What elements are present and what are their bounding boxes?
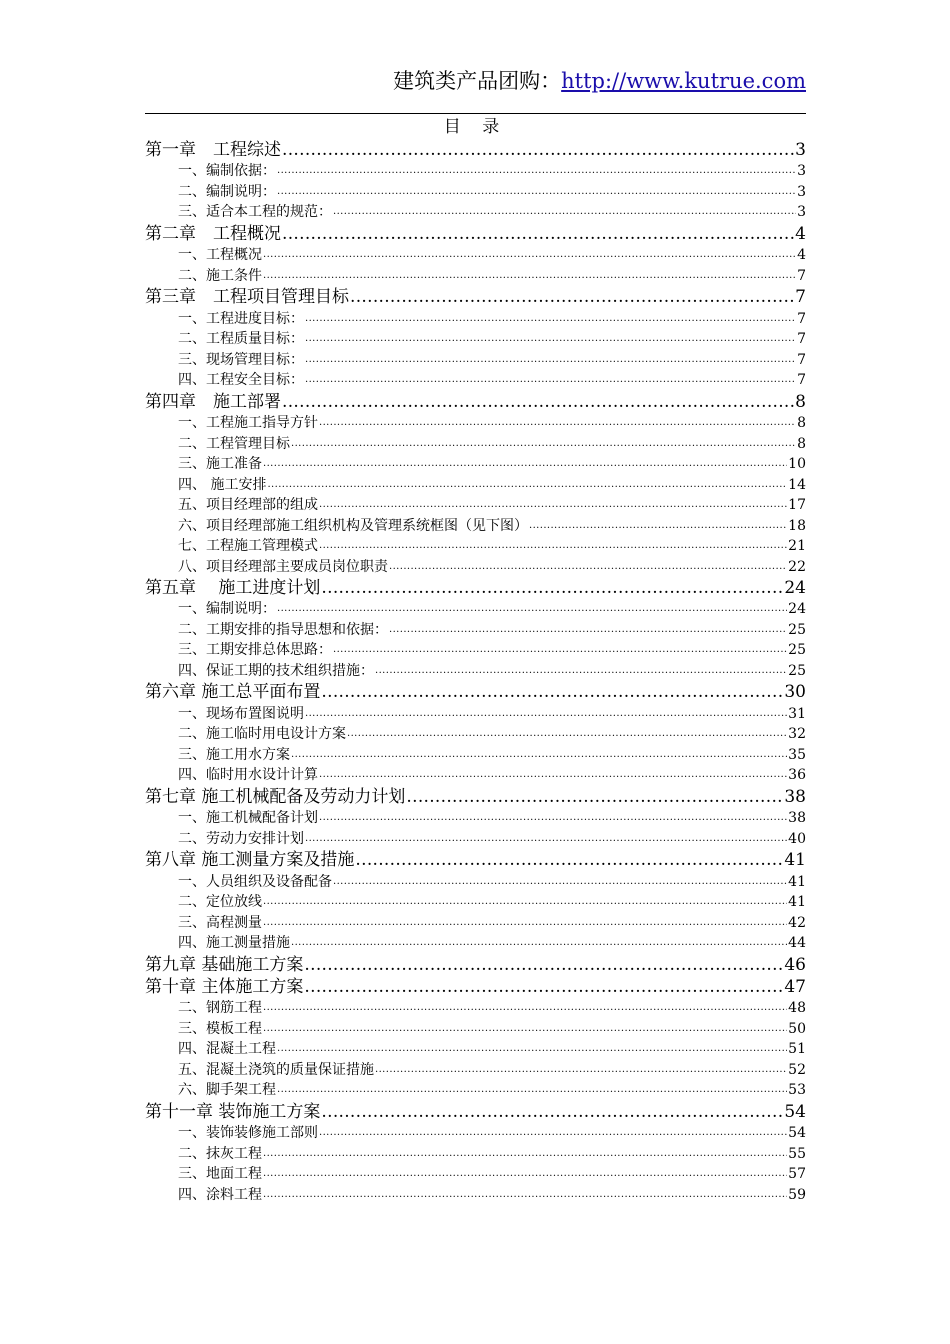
toc-entry-label: 七、工程施工管理模式 — [178, 538, 318, 555]
toc-entry-label: 第十一章 装饰施工方案 — [145, 1101, 321, 1122]
toc-section-entry[interactable] — [145, 434, 806, 455]
toc-entry-page: 17 — [788, 497, 806, 514]
toc-section-entry[interactable] — [145, 620, 806, 641]
toc-entry-label: 二、工程管理目标 — [178, 435, 290, 452]
toc-leader-dots — [277, 161, 796, 182]
toc-leader-dots — [389, 557, 787, 578]
toc-section-entry[interactable] — [145, 661, 806, 682]
toc-entry-page: 25 — [788, 642, 806, 659]
toc-chapter-entry[interactable] — [145, 786, 806, 808]
toc-entry-page: 48 — [788, 1000, 806, 1017]
toc-entry-page: 25 — [788, 662, 806, 679]
toc-entry-label: 一、工程施工指导方针 — [178, 415, 318, 432]
toc-entry-page: 38 — [788, 810, 806, 827]
toc-entry-label: 三、现场管理目标： — [178, 351, 304, 368]
toc-chapter-entry[interactable] — [145, 391, 806, 413]
toc-entry-label: 三、模板工程 — [178, 1020, 262, 1037]
toc-entry-label: 第八章 施工测量方案及措施 — [145, 850, 355, 871]
toc-entry-page: 7 — [797, 331, 806, 348]
toc-entry-page: 7 — [797, 351, 806, 368]
toc-leader-dots — [282, 223, 794, 245]
toc-leader-dots — [282, 391, 794, 413]
toc-entry-page: 21 — [788, 538, 806, 555]
toc-entry-page: 30 — [784, 682, 806, 703]
toc-entry-label: 第五章 施工进度计划 — [145, 578, 321, 599]
toc-section-entry[interactable] — [145, 475, 806, 496]
toc-leader-dots — [263, 454, 787, 475]
toc-section-entry[interactable] — [145, 724, 806, 745]
toc-entry-page: 3 — [797, 183, 806, 200]
toc-entry-label: 一、现场布置图说明 — [178, 705, 304, 722]
toc-section-entry[interactable] — [145, 1144, 806, 1165]
toc-entry-page: 38 — [784, 786, 806, 807]
toc-section-entry[interactable] — [145, 704, 806, 725]
toc-leader-dots — [375, 661, 787, 682]
toc-entry-page: 51 — [788, 1041, 806, 1058]
toc-entry-label: 四、混凝土工程 — [178, 1041, 276, 1058]
toc-section-entry[interactable] — [145, 1123, 806, 1144]
toc-entry-page: 35 — [788, 746, 806, 763]
toc-entry-label: 三、施工用水方案 — [178, 746, 290, 763]
toc-entry-label: 一、装饰装修施工部则 — [178, 1125, 318, 1142]
toc-section-entry[interactable] — [145, 454, 806, 475]
toc-entry-page: 8 — [797, 415, 806, 432]
toc-leader-dots — [291, 933, 787, 954]
toc-section-entry[interactable] — [145, 329, 806, 350]
table-of-contents — [145, 139, 806, 1205]
toc-chapter-entry[interactable] — [145, 286, 806, 308]
toc-entry-label: 四、工程安全目标： — [178, 372, 304, 389]
toc-section-entry[interactable] — [145, 1039, 806, 1060]
toc-entry-page: 52 — [788, 1061, 806, 1078]
toc-entry-label: 四、保证工期的技术组织措施： — [178, 662, 374, 679]
toc-entry-page: 7 — [797, 267, 806, 284]
toc-section-entry[interactable] — [145, 829, 806, 850]
toc-entry-label: 四、涂料工程 — [178, 1186, 262, 1203]
toc-entry-page: 54 — [784, 1101, 806, 1122]
toc-entry-page: 18 — [788, 517, 806, 534]
toc-entry-page: 40 — [788, 830, 806, 847]
toc-section-entry[interactable] — [145, 1164, 806, 1185]
toc-entry-label: 第七章 施工机械配备及劳动力计划 — [145, 786, 406, 807]
toc-leader-dots — [263, 892, 787, 913]
toc-section-entry[interactable] — [145, 536, 806, 557]
toc-entry-page: 8 — [795, 391, 806, 412]
toc-entry-page: 10 — [788, 456, 806, 473]
toc-entry-page: 8 — [797, 435, 806, 452]
toc-leader-dots — [406, 786, 783, 808]
toc-leader-dots — [277, 599, 787, 620]
header-link[interactable]: http://www.kutrue.com — [561, 69, 806, 93]
toc-entry-page: 22 — [788, 558, 806, 575]
toc-entry-page: 31 — [788, 705, 806, 722]
toc-section-entry[interactable] — [145, 872, 806, 893]
toc-section-entry[interactable] — [145, 182, 806, 203]
toc-leader-dots — [263, 1164, 787, 1185]
toc-leader-dots — [375, 1060, 787, 1081]
toc-entry-page: 53 — [788, 1082, 806, 1099]
toc-entry-label: 二、抹灰工程 — [178, 1145, 262, 1162]
toc-entry-label: 一、编制依据： — [178, 163, 276, 180]
toc-entry-label: 三、地面工程 — [178, 1166, 262, 1183]
toc-entry-label: 六、脚手架工程 — [178, 1082, 276, 1099]
toc-leader-dots — [263, 913, 787, 934]
toc-leader-dots — [305, 704, 787, 725]
toc-entry-label: 五、项目经理部的组成 — [178, 497, 318, 514]
toc-section-entry[interactable] — [145, 1080, 806, 1101]
toc-leader-dots — [305, 350, 796, 371]
toc-entry-label: 三、施工准备 — [178, 456, 262, 473]
toc-section-entry[interactable] — [145, 808, 806, 829]
toc-section-entry[interactable] — [145, 599, 806, 620]
toc-entry-page: 59 — [788, 1186, 806, 1203]
toc-chapter-entry[interactable] — [145, 849, 806, 871]
toc-leader-dots — [263, 1144, 787, 1165]
toc-entry-label: 第三章 工程项目管理目标 — [145, 287, 349, 308]
toc-entry-page: 47 — [784, 977, 806, 997]
page-header — [145, 66, 806, 96]
toc-entry-page: 41 — [784, 850, 806, 871]
toc-entry-label: 第四章 施工部署 — [145, 391, 281, 412]
toc-entry-page: 14 — [788, 476, 806, 493]
toc-chapter-entry[interactable] — [145, 223, 806, 245]
toc-leader-dots — [282, 139, 794, 161]
toc-entry-label: 二、工期安排的指导思想和依据： — [178, 621, 388, 638]
toc-title: 目 录 — [443, 117, 508, 137]
toc-chapter-entry[interactable] — [145, 1101, 806, 1123]
toc-section-entry[interactable] — [145, 413, 806, 434]
toc-entry-label: 二、钢筋工程 — [178, 1000, 262, 1017]
toc-leader-dots — [263, 245, 796, 266]
toc-section-entry[interactable] — [145, 370, 806, 391]
toc-leader-dots — [355, 849, 783, 871]
toc-entry-page: 3 — [797, 204, 806, 221]
toc-leader-dots — [389, 620, 787, 641]
toc-entry-label: 二、定位放线 — [178, 894, 262, 911]
toc-section-entry[interactable] — [145, 913, 806, 934]
toc-leader-dots — [350, 286, 794, 308]
toc-entry-page: 57 — [788, 1166, 806, 1183]
toc-leader-dots — [305, 370, 796, 391]
toc-leader-dots — [304, 954, 783, 976]
toc-leader-dots — [333, 640, 787, 661]
toc-entry-page: 41 — [788, 873, 806, 890]
toc-entry-page: 42 — [788, 914, 806, 931]
toc-entry-page: 44 — [788, 935, 806, 952]
toc-leader-dots — [319, 536, 787, 557]
toc-entry-label: 第二章 工程概况 — [145, 223, 281, 244]
toc-section-entry[interactable] — [145, 998, 806, 1019]
toc-leader-dots — [277, 1080, 787, 1101]
toc-leader-dots — [347, 724, 787, 745]
toc-leader-dots — [319, 495, 787, 516]
toc-leader-dots — [319, 1123, 787, 1144]
toc-entry-page: 25 — [788, 621, 806, 638]
toc-section-entry[interactable] — [145, 516, 806, 537]
toc-section-entry[interactable] — [145, 495, 806, 516]
toc-leader-dots — [319, 808, 787, 829]
toc-chapter-entry[interactable] — [145, 976, 806, 998]
toc-chapter-entry[interactable] — [145, 139, 806, 161]
toc-leader-dots — [277, 182, 796, 203]
toc-entry-label: 三、高程测量 — [178, 914, 262, 931]
toc-leader-dots — [291, 745, 787, 766]
toc-entry-label: 一、工程概况 — [178, 247, 262, 264]
toc-entry-label: 三、工期安排总体思路： — [178, 642, 332, 659]
toc-chapter-entry[interactable] — [145, 577, 806, 599]
toc-entry-page: 41 — [788, 894, 806, 911]
toc-entry-label: 六、项目经理部施工组织机构及管理系统框图（见下图） — [178, 517, 528, 534]
toc-leader-dots — [263, 266, 796, 287]
toc-section-entry[interactable] — [145, 309, 806, 330]
toc-entry-page: 3 — [797, 163, 806, 180]
toc-entry-label: 第九章 基础施工方案 — [145, 954, 304, 975]
toc-leader-dots — [305, 309, 796, 330]
toc-section-entry[interactable] — [145, 557, 806, 578]
toc-entry-page: 36 — [788, 767, 806, 784]
toc-leader-dots — [321, 577, 783, 599]
toc-leader-dots — [319, 413, 796, 434]
toc-entry-page: 7 — [795, 287, 806, 308]
toc-entry-label: 三、适合本工程的规范： — [178, 204, 332, 221]
toc-section-entry[interactable] — [145, 765, 806, 786]
header-rule — [145, 113, 806, 114]
toc-entry-label: 二、施工条件 — [178, 267, 262, 284]
toc-entry-label: 五、混凝土浇筑的质量保证措施 — [178, 1061, 374, 1078]
toc-entry-page: 4 — [797, 247, 806, 264]
toc-leader-dots — [321, 681, 783, 703]
toc-leader-dots — [333, 872, 787, 893]
toc-entry-label: 第六章 施工总平面布置 — [145, 682, 321, 703]
toc-leader-dots — [263, 998, 787, 1019]
toc-entry-page: 7 — [797, 372, 806, 389]
toc-leader-dots — [291, 434, 796, 455]
toc-entry-label: 二、编制说明： — [178, 183, 276, 200]
toc-leader-dots — [529, 516, 787, 537]
toc-entry-label: 第十章 主体施工方案 — [145, 977, 304, 997]
toc-section-entry[interactable] — [145, 1060, 806, 1081]
toc-entry-label: 一、编制说明： — [178, 601, 276, 618]
toc-entry-page: 24 — [784, 578, 806, 599]
toc-entry-label: 二、劳动力安排计划 — [178, 830, 304, 847]
toc-entry-label: 一、工程进度目标： — [178, 310, 304, 327]
toc-chapter-entry[interactable] — [145, 681, 806, 703]
toc-entry-page: 24 — [788, 601, 806, 618]
toc-entry-page: 46 — [784, 954, 806, 975]
toc-leader-dots — [277, 1039, 787, 1060]
toc-entry-label: 一、人员组织及设备配备 — [178, 873, 332, 890]
toc-section-entry[interactable] — [145, 745, 806, 766]
toc-leader-dots — [263, 1019, 787, 1040]
toc-entry-label: 四、 施工安排 — [178, 476, 267, 493]
toc-section-entry[interactable] — [145, 933, 806, 954]
toc-entry-page: 50 — [788, 1020, 806, 1037]
toc-section-entry[interactable] — [145, 1019, 806, 1040]
toc-leader-dots — [305, 329, 796, 350]
toc-entry-label: 二、工程质量目标： — [178, 331, 304, 348]
toc-entry-label: 四、临时用水设计计算 — [178, 767, 318, 784]
header-text: 建筑类产品团购： — [393, 69, 562, 93]
toc-section-entry[interactable] — [145, 161, 806, 182]
toc-leader-dots — [333, 202, 796, 223]
toc-leader-dots — [305, 829, 787, 850]
toc-section-entry[interactable] — [145, 350, 806, 371]
toc-section-entry[interactable] — [145, 892, 806, 913]
toc-leader-dots — [263, 1185, 787, 1206]
toc-entry-page: 4 — [795, 223, 806, 244]
toc-section-entry[interactable] — [145, 1185, 806, 1206]
toc-entry-label: 第一章 工程综述 — [145, 139, 281, 160]
toc-entry-page: 55 — [788, 1145, 806, 1162]
toc-leader-dots — [319, 765, 787, 786]
toc-section-entry[interactable] — [145, 266, 806, 287]
toc-entry-label: 二、施工临时用电设计方案 — [178, 726, 346, 743]
toc-leader-dots — [304, 976, 783, 998]
toc-entry-page: 54 — [788, 1125, 806, 1142]
toc-section-entry[interactable] — [145, 640, 806, 661]
toc-section-entry[interactable] — [145, 245, 806, 266]
toc-entry-page: 7 — [797, 310, 806, 327]
toc-entry-label: 一、施工机械配备计划 — [178, 810, 318, 827]
toc-entry-page: 3 — [795, 139, 806, 160]
toc-entry-page: 32 — [788, 726, 806, 743]
toc-chapter-entry[interactable] — [145, 954, 806, 976]
toc-leader-dots — [267, 475, 787, 496]
toc-entry-label: 四、施工测量措施 — [178, 935, 290, 952]
toc-section-entry[interactable] — [145, 202, 806, 223]
toc-entry-label: 八、项目经理部主要成员岗位职责 — [178, 558, 388, 575]
toc-leader-dots — [321, 1101, 783, 1123]
